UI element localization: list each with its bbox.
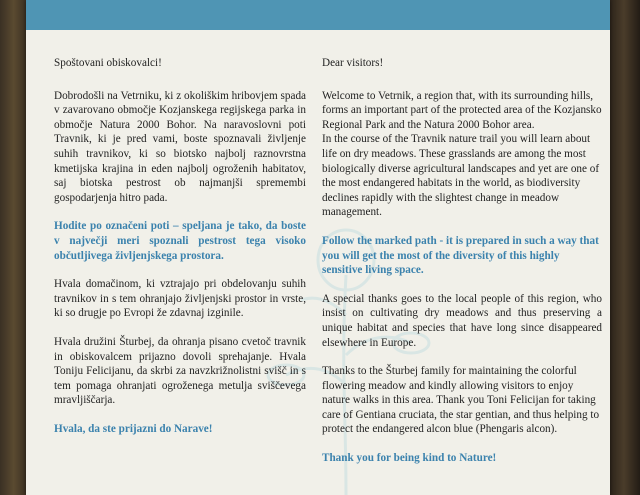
english-intro-2: In the course of the Travnik nature trail you will learn about life on dry meadows. These grasslands are among the most biologically diverse agricultural landscapes and yet are one of the most endangered habitats in the world, as biodiversity declines rapidly with the slightest change in meadow management. xyxy=(322,133,600,219)
info-sign xyxy=(26,0,610,495)
slovene-greeting: Spoštovani obiskovalci! xyxy=(54,57,162,69)
slovene-thanks-locals: Hvala domačinom, ki vztrajajo pri obdelovanju suhih travnikov in s tem ohranjajo življenjski prostor in vrste, ki so drugje po Evropi že zdavnaj izginile. xyxy=(54,278,306,320)
slovene-closing: Hvala, da ste prijazni do Narave! xyxy=(54,422,213,435)
english-thanks-locals: A special thanks goes to the local people of this region, who insist on cultivating dry meadows and thus preserving a unique habitat and species that have long since disappeared elsewhere in Europe. xyxy=(322,292,602,349)
sign-header-band xyxy=(26,0,610,30)
slovene-text-column xyxy=(54,56,306,450)
english-thanks-family: Thanks to the Šturbej family for maintaining the colorful flowering meadow and kindly allowing visitors to enjoy nature walks in this area. Thank you Toni Felicijan for taking care of Gentiana cruciata, the star gentian, and thus helping to protect the endangered alcon blue (Phengaris alcon). xyxy=(322,365,600,436)
english-highlight: Follow the marked path - it is prepared in such a way that you will get the most of the diversity of this highly sensitive living space. xyxy=(322,234,599,277)
english-closing: Thank you for being kind to Nature! xyxy=(322,452,497,465)
tree-trunk-right xyxy=(608,0,640,495)
english-text-column xyxy=(322,56,602,480)
slovene-highlight: Hodite po označeni poti – speljana je tako, da boste v največji meri spoznali pestrost tega visoko občutljivega življenjskega prostora. xyxy=(54,220,306,262)
english-greeting: Dear visitors! xyxy=(322,57,384,69)
slovene-thanks-family: Hvala družini Šturbej, da ohranja pisano cvetoč travnik in obiskovalcem prijazno dovoli sprehajanje. Hvala Toniju Felicijanu, da skrbi za navzkrižnolistni svišč in s tem pomaga ohranjati ogroženega metulja sviščevega mravljiščarja. xyxy=(54,335,306,407)
english-intro: Welcome to Vetrnik, a region that, with its surrounding hills, forms an important part of the protected area of the Kozjansko Regional Park and the Natura 2000 Bohor area. xyxy=(322,89,602,131)
slovene-intro: Dobrodošli na Vetrniku, ki z okoliškim hribovjem spada v zavarovano območje Kozjanskega regijskega parka in območje Natura 2000 Bohor. Na naravoslovni poti Travnik, ki je pred vami, boste spoznavali življenje suhih travnikov, ki so biotsko najbolj raznovrstna kmetijska krajina in eden najbolj ogroženih habitatov, saj biotska pestrost ob najmanjši spremembi gospodarjenja hitro pada. xyxy=(54,89,306,204)
